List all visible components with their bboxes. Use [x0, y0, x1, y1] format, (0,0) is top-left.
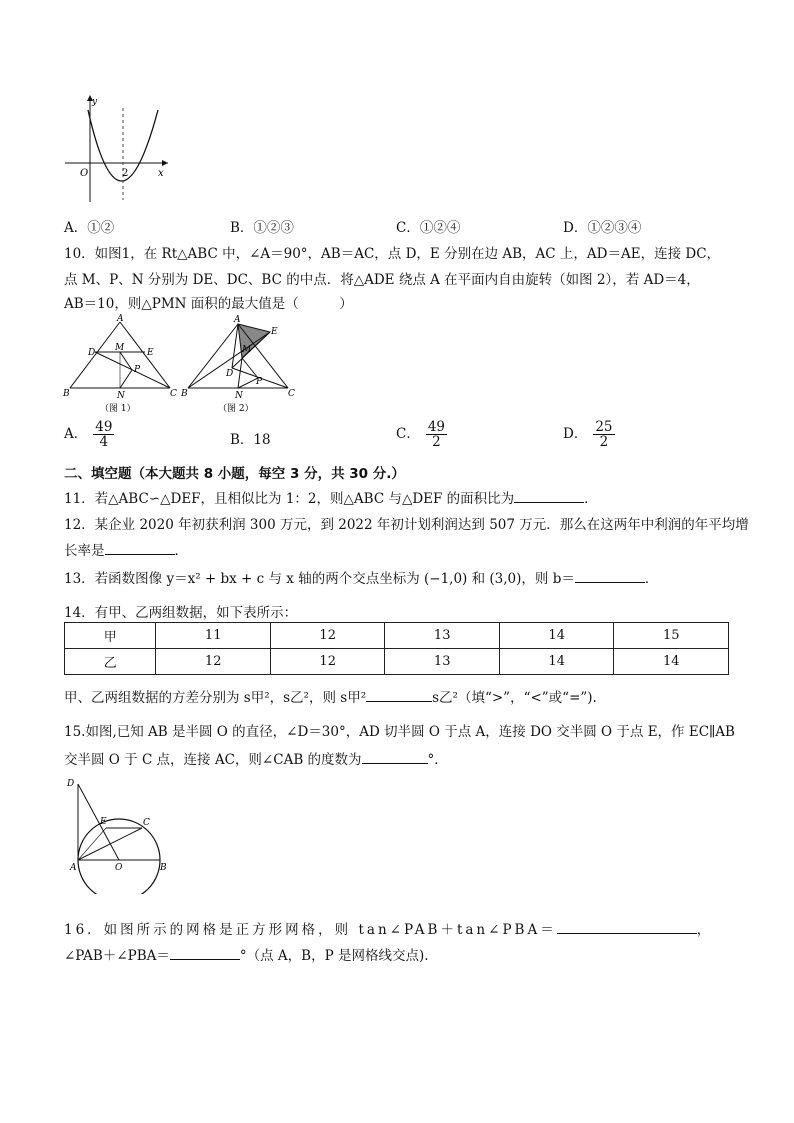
q9-option-a: A．①②: [64, 220, 115, 236]
q12-line2-text: 长率是: [64, 543, 105, 559]
table-cell: 12: [270, 649, 385, 675]
q15-line2: [64, 748, 448, 768]
q15-line2-text: 交半圆 O 于 C 点，连接 AC，则∠CAB 的度数为: [64, 752, 362, 768]
q10-option-d: [563, 420, 615, 449]
q9-x-label: x: [158, 168, 164, 179]
fig2-label-p: P: [256, 377, 263, 387]
q12-answer-blank[interactable]: [105, 540, 175, 555]
q15-semicircle-figure: [62, 774, 177, 894]
section2-heading: 二、填空题（本大题共 8 小题，每空 3 分，共 30 分.）: [64, 466, 405, 482]
fig1-label-d: D: [88, 348, 96, 358]
fig1-label-c: C: [170, 389, 177, 399]
q10-option-a-denominator: 4: [99, 434, 109, 451]
row-label-yi: 乙: [65, 649, 156, 675]
q15-line1: 15.如图,已知 AB 是半圆 O 的直径，∠D＝30°，AD 切半圆 O 于点 A，连接 DO 交半圆 O 于点 E，作 EC∥AB: [64, 724, 735, 740]
q12-line2: [64, 539, 188, 559]
q9-option-d: D．①②③④: [563, 220, 642, 236]
fig2-label-c: C: [288, 389, 295, 399]
q15-label-d: D: [67, 779, 75, 789]
q16-line1-text: 16．如图所示的网格是正方形网格，则 tan∠PAB＋tan∠PBA＝: [64, 922, 557, 938]
q10-option-a: [64, 420, 114, 449]
fig2-label-d: D: [226, 369, 234, 379]
table-cell: 13: [385, 623, 500, 649]
q14-answer-blank[interactable]: [366, 687, 432, 702]
q16-line2-text: ∠PAB＋∠PBA＝: [64, 948, 170, 964]
q10-option-c: [396, 420, 447, 449]
q9-option-c: C．①②④: [396, 220, 461, 236]
q11: [64, 487, 598, 507]
fig2-label-b: B: [181, 389, 188, 399]
fig2-label-a: A: [234, 315, 241, 325]
q13-answer-blank[interactable]: [575, 568, 645, 583]
q15-label-b: B: [160, 863, 167, 873]
q10-figure-1: [62, 312, 182, 418]
q10-line1: 10．如图1，在 Rt△ABC 中，∠A＝90°，AB＝AC，点 D，E 分别在边 AB，AC 上，AD＝AE，连接 DC，: [64, 246, 721, 262]
q9-y-label: y: [92, 97, 98, 107]
table-row: [65, 623, 729, 649]
q10-option-d-denominator: 2: [599, 434, 609, 451]
fig2-label-n: N: [235, 391, 243, 401]
table-row: [65, 649, 729, 675]
q11-text: 11．若△ABC∽△DEF，且相似比为 1：2，则△ABC 与△DEF 的面积比为: [64, 491, 515, 507]
q14-question: [64, 686, 597, 706]
q15-label-a: A: [70, 863, 77, 873]
q16-line1: [64, 918, 710, 938]
table-cell: 13: [385, 649, 500, 675]
q13-text: 13．若函数图像 y＝x² + bx + c 与 x 轴的两个交点坐标为 (−1,0) 和 (3,0)，则 b＝: [64, 571, 575, 587]
fig1-label-p: P: [134, 365, 141, 375]
q15-label-e: E: [100, 817, 107, 827]
table-cell: 12: [270, 623, 385, 649]
fig1-label-m: M: [115, 343, 125, 353]
q10-line3: AB＝10，则△PMN 面积的最大值是（ ）: [64, 296, 353, 312]
q10-option-c-prefix: C．: [396, 426, 420, 443]
q16-answer-blank-1[interactable]: [557, 919, 697, 934]
q10-option-c-denominator: 2: [432, 434, 441, 451]
q10-line2: 点 M、P、N 分别为 DE、DC、BC 的中点．将△ADE 绕点 A 在平面内自由旋转（如图 2），若 AD＝4，: [64, 272, 700, 288]
q10-option-d-numerator: 25: [595, 419, 613, 435]
q11-end: ．: [584, 491, 598, 507]
q9-option-b: B．①②③: [230, 220, 294, 236]
q14-text-part1: 甲、乙两组数据的方差分别为 s甲²，s乙²，则 s甲²: [64, 690, 367, 706]
q14-text-part2: s乙²（填“>”，“<”或“=”).: [432, 690, 597, 706]
fig2-caption: （图 2）: [218, 404, 254, 414]
table-cell: 11: [156, 623, 271, 649]
q13-end: ．: [644, 571, 659, 587]
row-label-jia: 甲: [65, 623, 156, 649]
q13: [64, 567, 658, 587]
table-cell: 12: [156, 649, 271, 675]
q16-answer-blank-2[interactable]: [170, 945, 240, 960]
q14-data-table: [64, 622, 729, 675]
q10-option-a-numerator: 49: [95, 419, 113, 435]
q16-line2: [64, 944, 429, 964]
fig1-label-e: E: [147, 348, 154, 358]
q14-intro: 14．有甲、乙两组数据，如下表所示：: [64, 605, 298, 621]
q9-parabola-figure: [60, 92, 175, 207]
q15-line2-end: °．: [427, 752, 448, 768]
q16-line2-end: °（点 A，B，P 是网格线交点).: [239, 948, 429, 964]
fig1-label-b: B: [63, 389, 70, 399]
fig2-label-e: E: [271, 327, 278, 337]
q10-option-d-prefix: D．: [563, 426, 588, 443]
q10-option-a-prefix: A．: [64, 426, 88, 443]
q12-end: ．: [174, 543, 188, 559]
q10-figure-2: [180, 312, 300, 418]
q15-label-c: C: [143, 818, 150, 828]
q11-answer-blank[interactable]: [514, 488, 584, 503]
q16-line1-end: ，: [696, 922, 711, 938]
table-cell: 14: [499, 623, 614, 649]
fig2-label-m: M: [242, 345, 252, 355]
table-cell: 14: [499, 649, 614, 675]
fig1-caption: （图 1）: [100, 404, 136, 414]
q10-option-b: B．18: [230, 432, 271, 448]
table-cell: 15: [614, 623, 729, 649]
q9-origin-label: O: [80, 168, 89, 179]
table-cell: 14: [614, 649, 729, 675]
q15-answer-blank[interactable]: [362, 749, 428, 764]
q15-label-o: O: [115, 863, 123, 873]
fig1-label-a: A: [117, 314, 124, 324]
q10-option-c-numerator: 49: [427, 419, 446, 435]
fig1-label-n: N: [117, 391, 125, 401]
q9-two-label: 2: [122, 168, 129, 179]
q12-line1: 12．某企业 2020 年初获利润 300 万元，到 2022 年初计划利润达到 507 万元．那么在这两年中利润的年平均增: [64, 517, 749, 533]
